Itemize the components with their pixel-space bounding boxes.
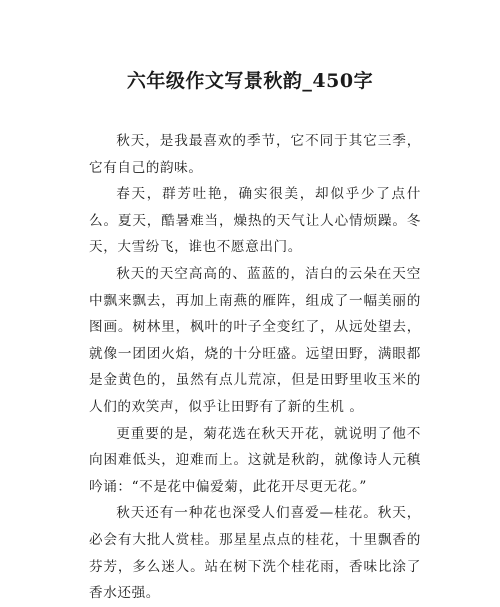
- paragraph-3: 秋天的天空高高的、蓝蓝的，洁白的云朵在天空中飘来飘去，再加上南燕的雁阵，组成了一幅美丽的图画。树林里，枫叶的叶子全变红了，从远处望去，就像一团团火焰，烧的十分旺盛。远望田野，满眼都是金黄色的，虽然有点儿荒凉，但是田野里收玉米的人们的欢笑声，似乎让田野有了新的生机 。: [89, 265, 421, 415]
- page-title: 六年级作文写景秋韵_450字: [126, 70, 374, 92]
- article-body: [89, 128, 421, 607]
- paragraph-4: 更重要的是，菊花选在秋天开花，就说明了他不向困难低头，迎难而上。这就是秋韵，就像诗人元稹吟诵：“不是花中偏爱菊，此花开尽更无花。”: [89, 425, 421, 495]
- paragraph-1: 秋天，是我最喜欢的季节，它不同于其它三季，它有自己的韵味。: [89, 133, 421, 176]
- paragraph-2: 春天，群芳吐艳，确实很美，却似乎少了点什么。夏天，酷暑难当，燥热的天气让人心情烦躁。冬天，大雪纷飞，谁也不愿意出门。: [89, 186, 421, 256]
- paragraph-5: 秋天还有一种花也深受人们喜爱—桂花。秋天，必会有大批人赏桂。那星星点点的桂花，十里飘香的芬芳，多么迷人。站在树下洗个桂花雨，香味比涂了香水还强。: [89, 505, 421, 602]
